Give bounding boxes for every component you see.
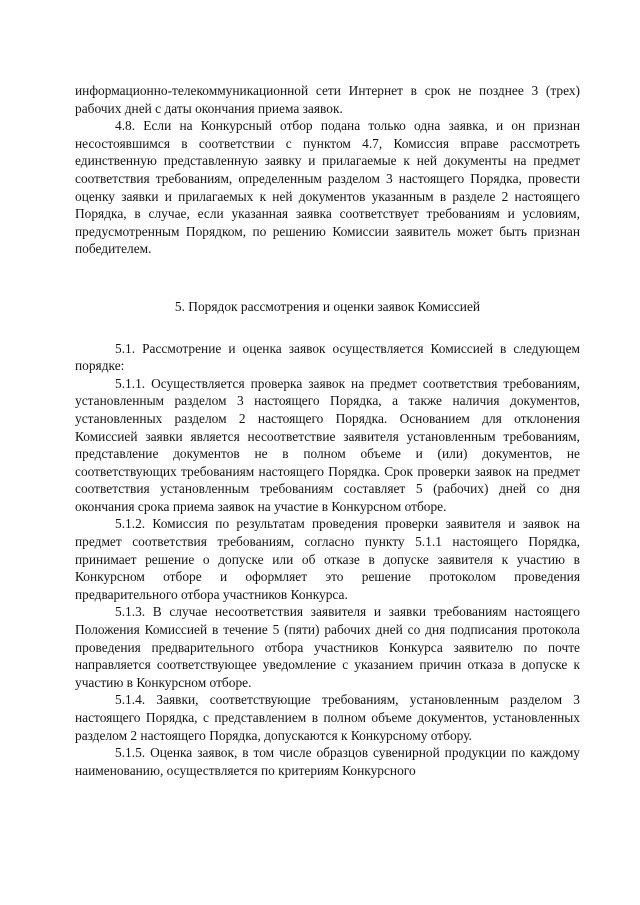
paragraph-4-8: 4.8. Если на Конкурсный отбор подана только одна заявка, и он признан несостоявшимся в соответствии с пунктом 4.7, Комиссия вправе рассмотреть единственную представленную заявку и прилагаемые к ней документы на предмет соответствия требованиям, определенным разделом 3 настоящего Порядка, провести оценку заявки и прилагаемых к ней документов указанным в разделе 2 настоящего Порядка, в случае, если указанная заявка соответствует требованиям и условиям, предусмотренным Порядком, по решению Комиссии заявитель может быть признан победителем.: [75, 118, 580, 257]
paragraph-5-1-3: 5.1.3. В случае несоответствия заявителя и заявки требованиям настоящего Положения Комиссией в течение 5 (пяти) рабочих дней со дня подписания протокола проведения предварительного отбора участников Конкурса заявителю по почте направляется соответствующее уведомление с указанием причин отказа в допуске к участию в Конкурсном отборе.: [75, 604, 580, 690]
paragraph-5-1-2: 5.1.2. Комиссия по результатам проведения проверки заявителя и заявок на предмет соответствия требованиям, согласно пункту 5.1.1 настоящего Порядка, принимает решение о допуске или об отказе в допуске заявителя к участию в Конкурсном отборе и оформляет это решение протоколом проведения предварительного отбора участников Конкурса.: [75, 516, 580, 602]
paragraph-5-1-5: 5.1.5. Оценка заявок, в том числе образцов сувенирной продукции по каждому наименованию, осуществляется по критериям Конкурсного: [75, 745, 580, 778]
paragraph-5-1: 5.1. Рассмотрение и оценка заявок осуществляется Комиссией в следующем порядке:: [75, 340, 580, 374]
paragraph-5-1-4: 5.1.4. Заявки, соответствующие требованиям, установленным разделом 3 настоящего Порядка, с представлением в полном объеме документов, установленных разделом 2 настоящего Порядка, допускаются к Конкурсному отбору.: [75, 692, 580, 743]
paragraph-5-1-1: 5.1.1. Осуществляется проверка заявок на предмет соответствия требованиям, установленным разделом 3 настоящего Порядка, а также наличия документов, установленных разделом 2 настоящего Порядка. Основанием для отклонения Комиссией заявки является несоответствие заявителя установленным требованиям, представление документов не в полном объеме и (или) документов, не соответствующих требованиям настоящего Порядка. Срок проверки заявок на предмет соответствия установленным требованиям составляет 5 (рабочих) дней со дня окончания срока приема заявок на участие в Конкурсном отборе.: [75, 375, 580, 514]
paragraph-continuation: информационно-телекоммуникационной сети Интернет в срок не позднее 3 (трех) рабочих дней с даты окончания приема заявок.: [75, 83, 580, 116]
section-5-heading: 5. Порядок рассмотрения и оценки заявок Комиссией: [174, 298, 481, 314]
